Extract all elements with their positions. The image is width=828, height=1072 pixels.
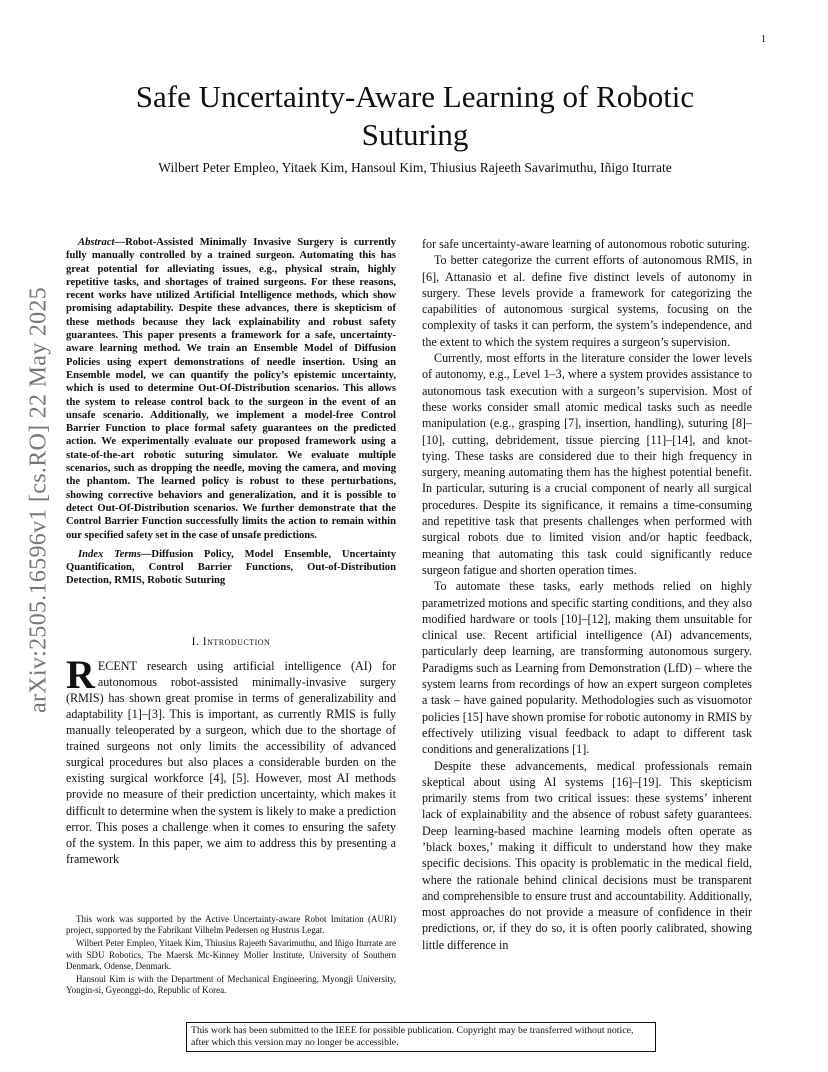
footnote-funding: This work was supported by the Active Uncertainty-aware Robot Imitation (AURI) project, supported by the Fabrikant Vilhelm Pedersen og Hustrus Legat. xyxy=(66,914,396,936)
abstract xyxy=(66,236,396,542)
paper-title: Safe Uncertainty-Aware Learning of Robotic Suturing xyxy=(135,79,695,152)
index-terms xyxy=(66,548,396,588)
index-terms-label: Index Terms— xyxy=(78,548,152,560)
body-paragraph: for safe uncertainty-aware learning of autonomous robotic suturing. xyxy=(422,237,750,251)
abstract-text: Robot-Assisted Minimally Invasive Surgery is currently fully manually controlled by a trained surgeon. Automating this has great potential for alleviating issues, e.g., physical strain, highly repetitive tasks, and shortages of trained surgeons. For these reasons, recent works have utilized Artificial Intelligence methods, which show promising adaptability. Despite these advances, there is skepticism of these methods because they lack explainability and robust safety guarantees. This paper presents a framework for a safe, uncertainty-aware learning method. We train an Ensemble Model of Diffusion Policies using expert demonstrations of needle insertion. Using an Ensemble model, we can quantify the policy’s epistemic uncertainty, which is used to determine Out-Of-Distribution scenarios. This allows the system to release control back to the surgeon in the event of an unsafe scenario. Additionally, we implement a model-free Control Barrier Function to place formal safety guarantees on the predicted action. We experimentally evaluate our proposed framework using a state-of-the-art robotic suturing simulator. We evaluate multiple scenarios, such as dropping the needle, moving the camera, and moving the phantom. The learned policy is robust to these perturbations, showing corrective behaviors and generalization, and it is possible to detect Out-Of-Distribution scenarios. We further demonstrate that the Control Barrier Function successfully limits the action to remain within our specified safety set in the case of unsafe predictions. xyxy=(66,237,396,541)
body-paragraph: To automate these tasks, early methods relied on highly parametrized motions and specific starting conditions, and they also modified hardware or tools [10]–[12], making them unsuitable for clinical use. Recent artificial intelligence (AI) advancements, particularly deep learning, are transforming autonomous surgery. Paradigms such as Learning from Demonstration (LfD) – where the system learns from recordings of how an expert surgeon completes a task – have gained popularity. Methodologies such as visuomotor policies [15] have shown promise for robotic autonomy in RMIS by effectively utilizing visual feedback to adapt to different task conditions and generalizations [1]. xyxy=(422,579,752,757)
body-paragraph: Despite these advancements, medical professionals remain skeptical about using AI systems [16]–[19]. This skepticism primarily stems from two critical issues: these systems’ inherent lack of explainability and the absence of robust safety guarantees. Deep learning-based machine learning models often operate as ’black boxes,’ making it difficult to understand how they make specific decisions. This opacity is problematic in the medical field, where the rationale behind clinical decisions must be transparent and comprehensible to ensure trust and accountability. Additionally, most approaches do not provide a measure of confidence in their predictions, or, if they do so, it is often poorly calibrated, showing little difference in xyxy=(422,758,752,952)
drop-cap: R xyxy=(66,651,95,697)
author-list: Wilbert Peter Empleo, Yitaek Kim, Hansoul Kim, Thiusius Rajeeth Savarimuthu, Iñigo Iturrate xyxy=(158,160,672,175)
arxiv-identifier-stamp: arXiv:2505.16596v1 [cs.RO] 22 May 2025 xyxy=(25,286,52,714)
left-column xyxy=(66,236,396,867)
section-heading-introduction: I. Introduction xyxy=(191,635,271,648)
right-column xyxy=(422,236,752,953)
index-terms-text: Diffusion Policy, Model Ensemble, Uncertainty Quantification, Control Barrier Functions, Out-of-Distribution Detection, RMIS, Robotic Suturing xyxy=(66,548,396,587)
body-paragraph: To better categorize the current efforts of autonomous RMIS, in [6], Attanasio et al. define five distinct levels of autonomy in surgery. These levels provide a framework for categorizing the capabilities of autonomous surgical systems, focusing on the complexity of tasks it can perform, the system’s independence, and the extent to which the system requires a surgeon’s supervision. xyxy=(422,253,752,349)
page-number: 1 xyxy=(761,34,766,45)
intro-text: research using artificial intelligence (AI) for autonomous robot-assisted minimally-invasive surgery (RMIS) has shown great promise in terms of generalizability and adaptability [1]–[3]. This is important, as currently RMIS is fully manually teleoperated by a surgeon, which due to the shortage of trained surgeons not only limits the accessibility of advanced surgical procedures but also places a considerable burden on the existing surgical workforce [4], [5]. However, most AI methods provide no measure of their prediction uncertainty, which makes it difficult to determine when the system is likely to make a prediction error. This poses a challenge when it comes to ensuring the safety of the system. In this paper, we aim to address this by presenting a framework xyxy=(66,658,396,866)
footnotes xyxy=(66,914,396,998)
abstract-label: Abstract— xyxy=(78,237,126,248)
copyright-notice-box: This work has been submitted to the IEEE for possible publication. Copyright may be transferred without notice, after which this version may no longer be accessible. xyxy=(186,1022,656,1052)
introduction-paragraph xyxy=(66,651,396,867)
body-paragraph: Currently, most efforts in the literature consider the lower levels of autonomy, e.g., Level 1–3, where a system provides assistance to autonomous task execution with a surgeon’s supervision. Most of these works consider small atomic medical tasks such as needle manipulation (e.g., grasping [7], insertion, handling), suturing [8]–[10], cutting, debridement, tissue piercing [11]–[14], and knot-tying. These tasks are considered due to their high frequency in surgery, meaning automating them has the highest potential benefit. In particular, suturing is a crucial component of nearly all surgical procedures. Despite its significance, it remains a time-consuming and repetitive task that presents challenges when performed with surgical robots due to limited vision and/or haptic feedback, meaning that automating this task could significantly reduce surgeon fatigue and shorten operation times. xyxy=(422,351,752,577)
footnote-affiliation-sdu: Wilbert Peter Empleo, Yitaek Kim, Thiusius Rajeeth Savarimuthu, and Iñigo Iturrate are with SDU Robotics, The Maersk Mc-Kinney Moller Institute, University of Southern Denmark, Odense, Denmark. xyxy=(66,938,396,971)
intro-lead-word: ECENT xyxy=(97,658,137,673)
footnote-affiliation-myongji: Hansoul Kim is with the Department of Mechanical Engineering, Myongji University, Yongin-si, Gyeonggi-do, Republic of Korea. xyxy=(66,974,396,996)
